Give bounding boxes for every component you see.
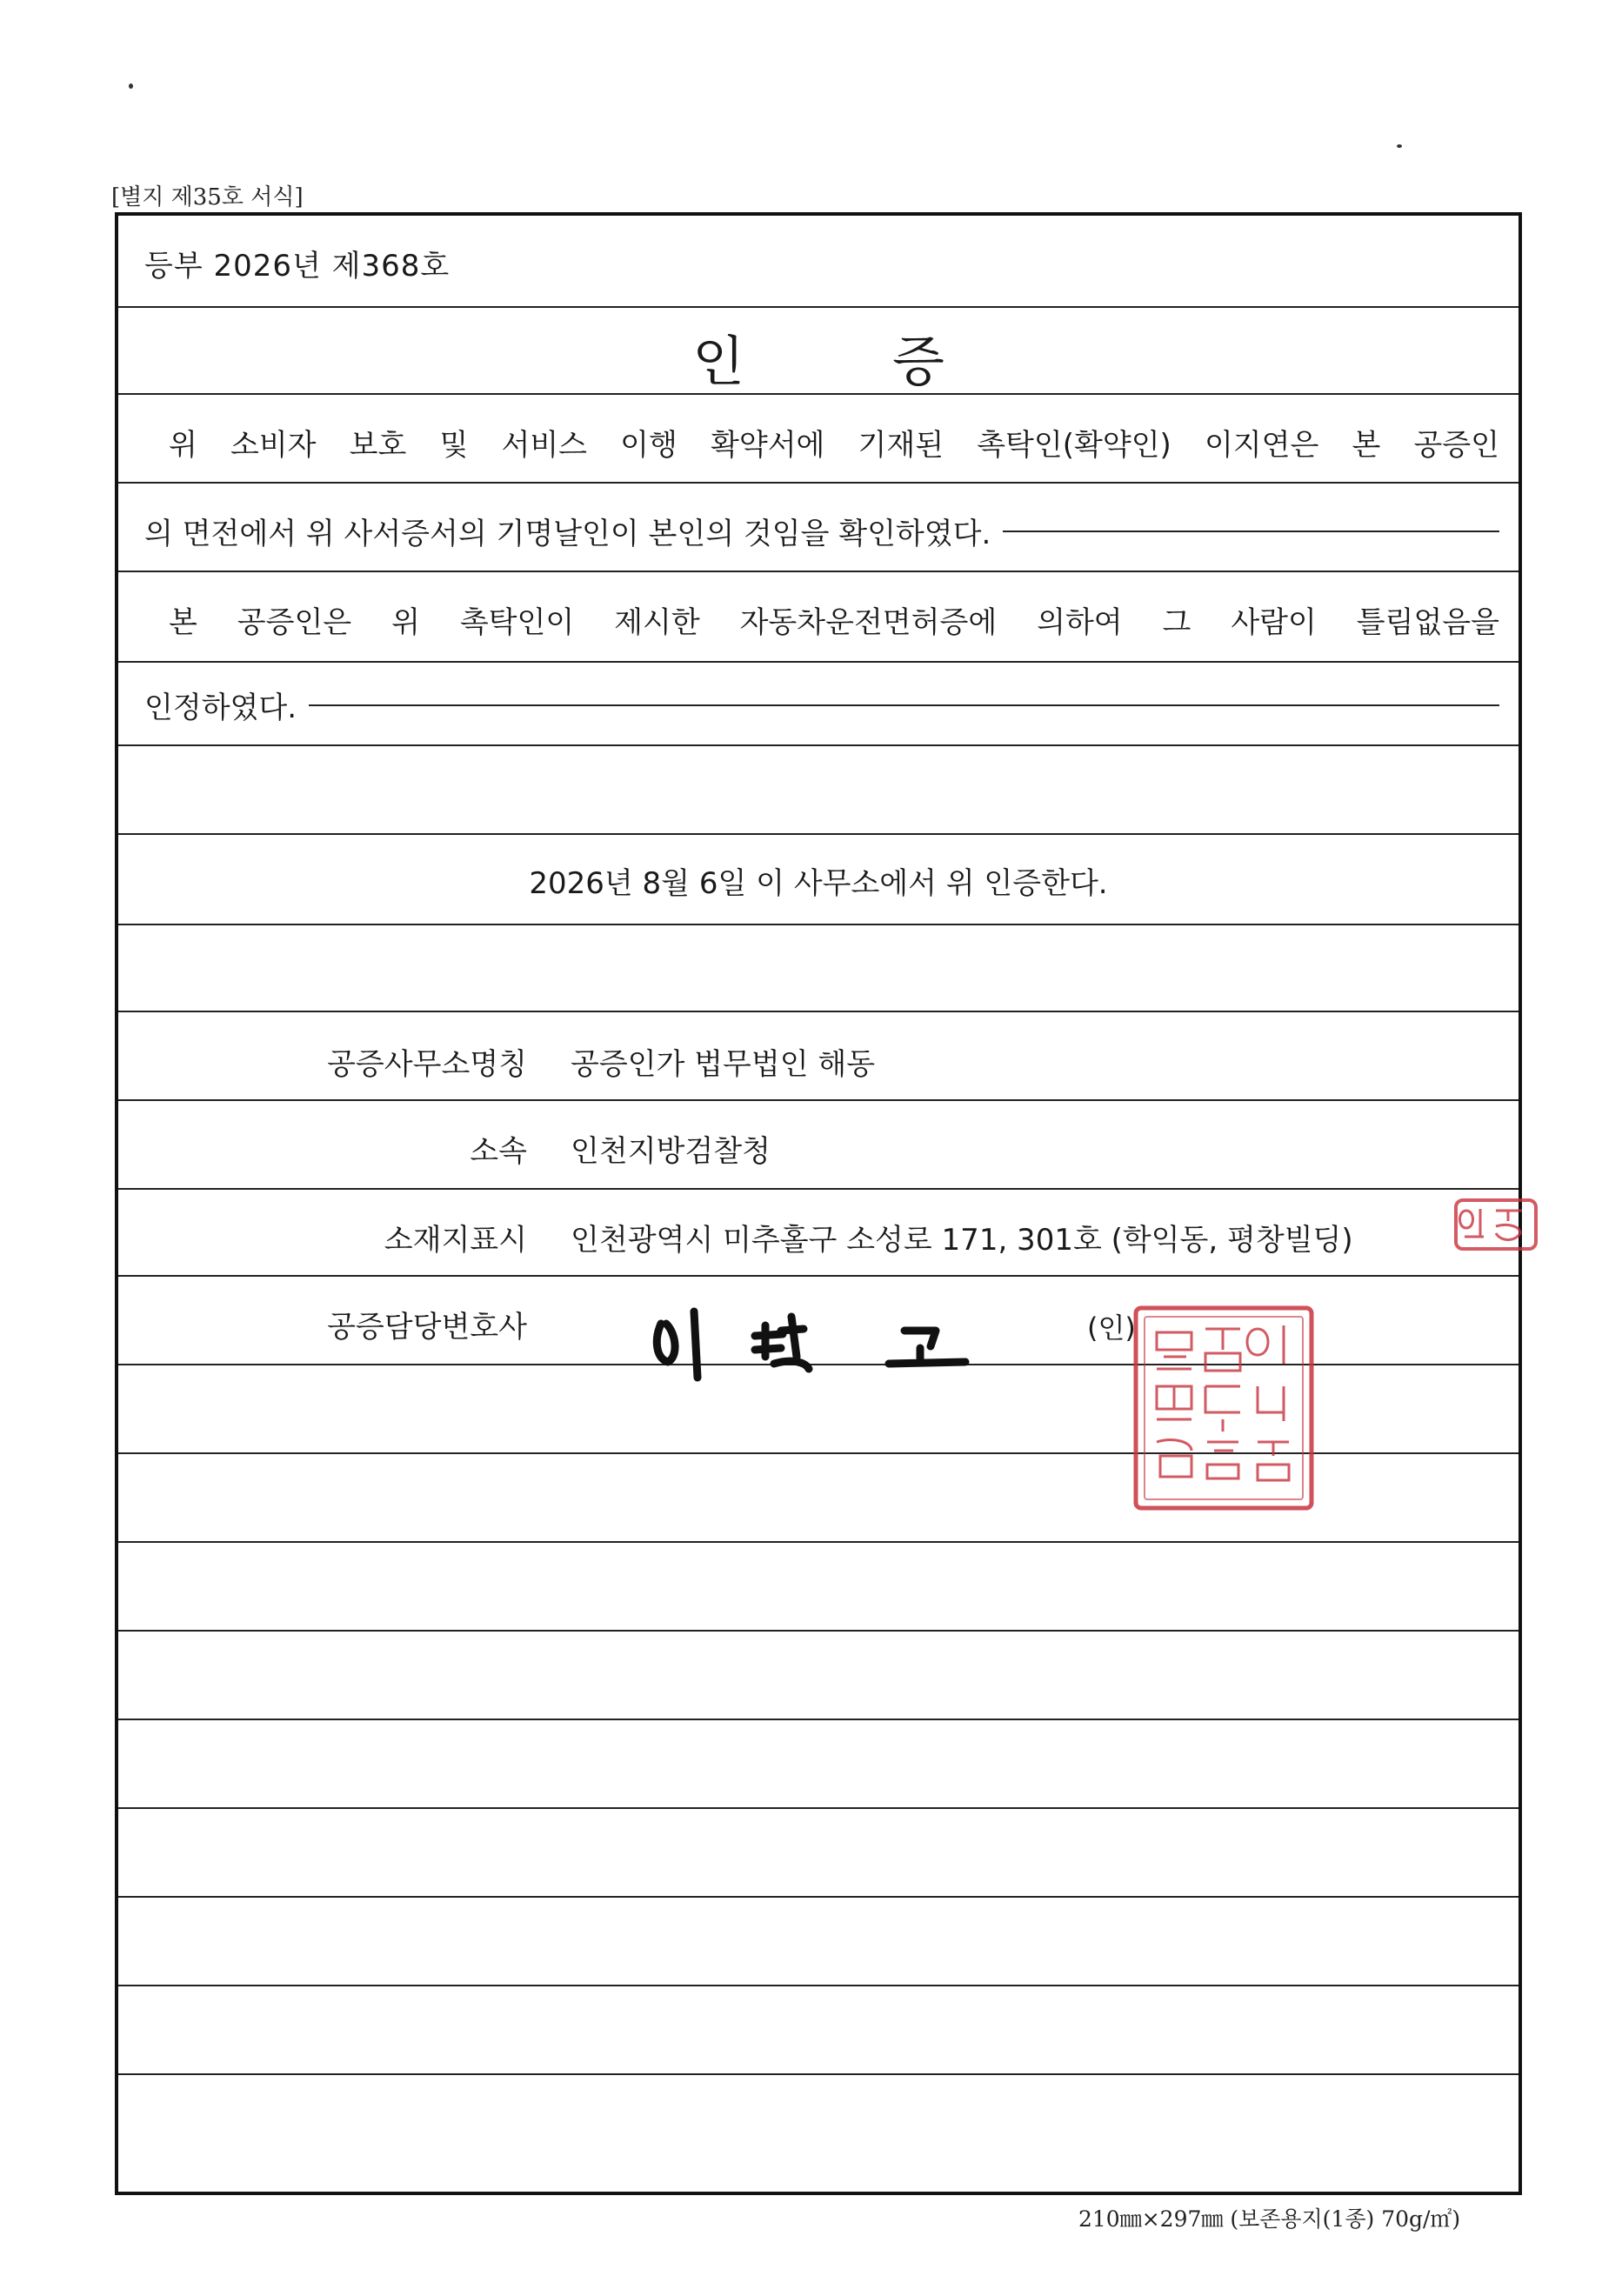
row-divider [118,1275,1519,1277]
row-divider [118,482,1519,484]
body-line-3: 본 공증인은 위 촉탁인이 제시한 자동차운전면허증에 의하여 그 사람이 틀림없음을 [169,605,1499,640]
row-divider [118,1807,1519,1809]
row-divider [118,924,1519,925]
seal-mark-label: (인) [1087,1312,1136,1345]
paper-spec: 210㎜×297㎜ (보존용지(1종) 70g/㎡) [1078,2206,1461,2232]
affiliation-label: 소속 [470,1134,527,1169]
row-divider [118,1188,1519,1190]
body-line-1: 위 소비자 보호 및 서비스 이행 확약서에 기재된 촉탁인(확약인) 이지연은 본 공증인 [169,428,1499,463]
row-divider [118,1099,1519,1101]
body-line-2-row [144,510,1499,552]
row-divider [118,744,1519,746]
row-divider [118,2073,1519,2075]
body-line-2: 의 면전에서 위 사서증서의 기명날인이 본인의 것임을 확인하였다. [144,517,991,551]
row-divider [118,1541,1519,1543]
row-divider [118,833,1519,835]
row-divider [118,1896,1519,1898]
row-divider [118,306,1519,308]
office-name-label: 공증사무소명칭 [327,1047,527,1082]
row-divider [118,1719,1519,1720]
registration-number: 등부 2026년 제368호 [144,249,451,284]
body-line-4: 인정하였다. [144,691,297,725]
certification-document [115,212,1522,2195]
row-divider [118,1630,1519,1632]
row-divider [118,393,1519,395]
address-label: 소재지표시 [384,1223,527,1258]
affiliation-value: 인천지방검찰청 [571,1134,771,1169]
form-label: [별지 제35호 서식] [111,184,304,210]
notary-label: 공증담당변호사 [327,1310,527,1345]
scan-speck [129,83,133,89]
body-line-4-row [144,684,1499,726]
margin-seal [1452,1197,1539,1252]
notary-seal [1131,1303,1317,1513]
certification-date: 2026년 8월 6일 이 사무소에서 위 인증한다. [529,866,1108,901]
row-divider [118,1985,1519,1986]
handwritten-signature [644,1305,974,1383]
row-divider [118,661,1519,663]
scan-speck [1397,144,1402,148]
fill-line [1003,531,1499,532]
office-name-value: 공증인가 법무법인 해동 [571,1047,876,1082]
fill-line [309,704,1499,706]
document-title: 인증 [692,330,1092,393]
address-value: 인천광역시 미추홀구 소성로 171, 301호 (학익동, 평창빌딩) [571,1223,1353,1258]
row-divider [118,571,1519,572]
row-divider [118,1011,1519,1012]
